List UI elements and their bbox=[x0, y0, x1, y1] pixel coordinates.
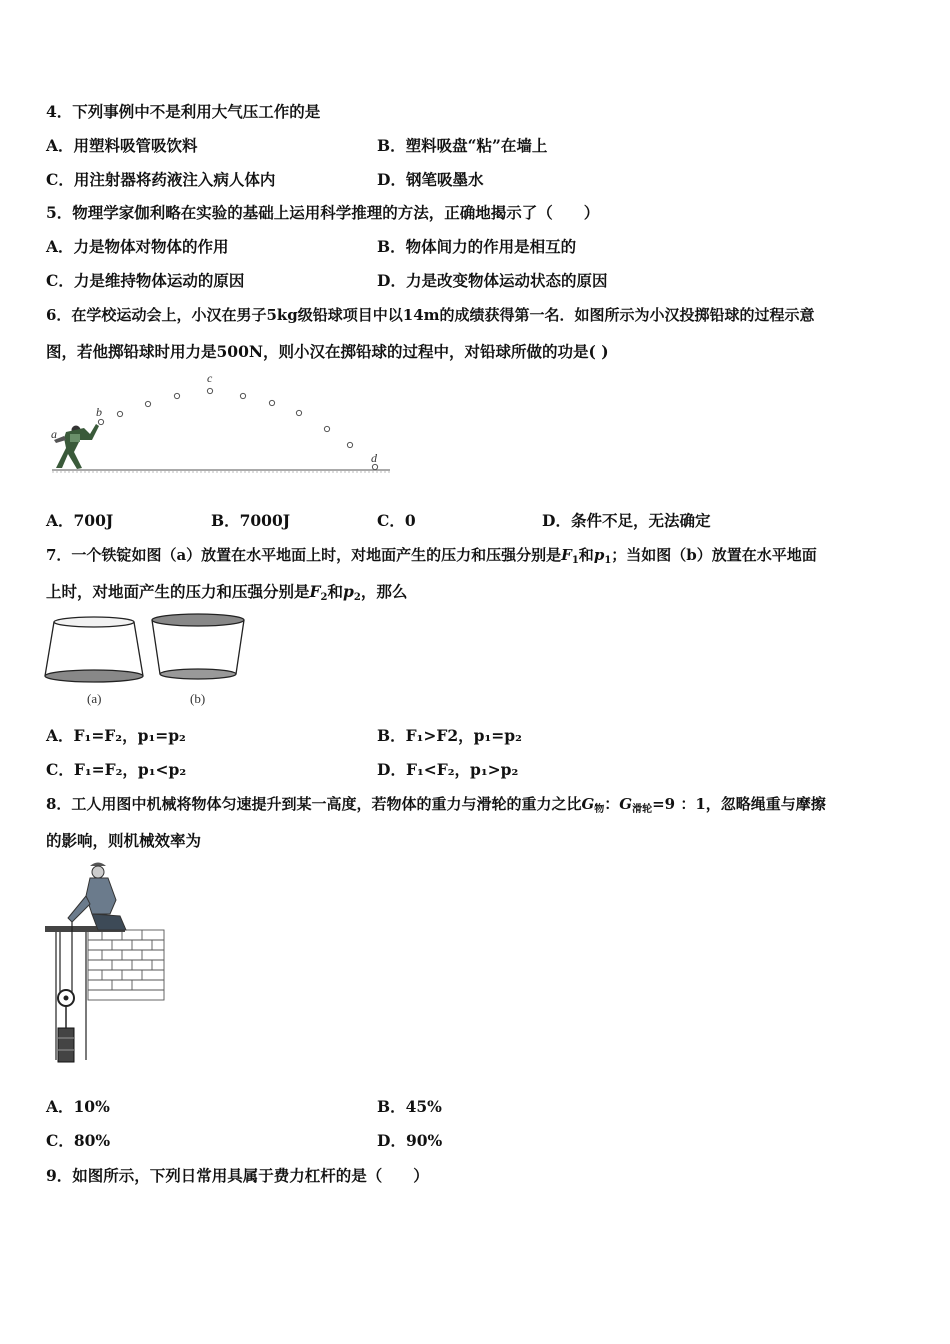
q6-option-b: B．7000J bbox=[211, 511, 291, 530]
q7-option-c: C．F₁=F₂，p₁<p₂ bbox=[46, 760, 187, 779]
q7-option-d: D．F₁<F₂，p₁>p₂ bbox=[377, 760, 519, 779]
q5-stem: 5．物理学家伽利略在实验的基础上运用科学推理的方法，正确地揭示了（ ） bbox=[46, 203, 600, 222]
label-d: d bbox=[371, 451, 377, 465]
ball-point bbox=[117, 411, 122, 416]
q7-option-a: A．F₁=F₂，p₁=p₂ bbox=[46, 726, 186, 745]
ball-point bbox=[174, 393, 179, 398]
brick-wall bbox=[88, 930, 164, 1000]
pulley-icon bbox=[58, 990, 74, 1022]
q6-option-c: C．0 bbox=[377, 511, 416, 530]
q7-stem-line1: 7．一个铁锭如图（a）放置在水平地面上时，对地面产生的压力和压强分别是$F_1$和$p_1$；当如图（b）放置在水平地面 bbox=[46, 546, 817, 566]
q4-option-b: B．塑料吸盘“粘”在墙上 bbox=[377, 136, 548, 155]
q8-stem-line1: 8．工人用图中机械将物体匀速提升到某一高度，若物体的重力与滑轮的重力之比$G_物$：$G_{滑轮}=9$ ：1，忽略绳重与摩擦 bbox=[46, 795, 826, 815]
q9-stem: 9．如图所示，下列日常用具属于费力杠杆的是（ ） bbox=[46, 1166, 429, 1185]
q8-option-b: B．45% bbox=[377, 1097, 442, 1116]
q6-option-d: D．条件不足，无法确定 bbox=[542, 511, 711, 530]
athlete-icon bbox=[54, 424, 99, 469]
q4-stem: 4．下列事例中不是利用大气压工作的是 bbox=[46, 102, 321, 121]
ball-point bbox=[296, 410, 301, 415]
ingot-b bbox=[152, 614, 244, 679]
ball-point bbox=[324, 426, 329, 431]
ball-point bbox=[207, 388, 212, 393]
label-a: a bbox=[51, 427, 57, 441]
worker-pulley-figure bbox=[42, 860, 170, 1068]
q5-option-d: D．力是改变物体运动状态的原因 bbox=[377, 271, 608, 290]
q5-option-b: B．物体间力的作用是相互的 bbox=[377, 237, 577, 256]
ball-point bbox=[240, 393, 245, 398]
q8-stem-line2: 的影响，则机械效率为 bbox=[46, 831, 202, 850]
q6-stem-line2: 图，若他掷铅球时用力是500N，则小汉在掷铅球的过程中，对铅球所做的功是( ) bbox=[46, 342, 609, 361]
worker-icon bbox=[68, 863, 126, 931]
trajectory-points bbox=[98, 388, 377, 469]
ball-point bbox=[269, 400, 274, 405]
ball-point bbox=[145, 401, 150, 406]
label-c: c bbox=[207, 371, 213, 385]
shot-put-trajectory-figure bbox=[44, 370, 394, 478]
ingot-a bbox=[45, 617, 143, 682]
q8-option-d: D．90% bbox=[377, 1131, 443, 1150]
q4-option-c: C．用注射器将药液注入病人体内 bbox=[46, 170, 276, 189]
q6-option-a: A．700J bbox=[46, 511, 114, 530]
ball-point bbox=[372, 464, 377, 469]
q7-stem-line2: 上时，对地面产生的压力和压强分别是$F_2$和$p_2$，那么 bbox=[46, 582, 408, 603]
caption-b: (b) bbox=[190, 691, 206, 706]
q5-option-a: A．力是物体对物体的作用 bbox=[46, 237, 229, 256]
q6-stem-line1: 6．在学校运动会上，小汉在男子5kg级铅球项目中以14m的成绩获得第一名．如图所示为小汉投掷铅球的过程示意 bbox=[46, 306, 815, 324]
ball-point bbox=[347, 442, 352, 447]
q7-option-b: B．F₁>F2，p₁=p₂ bbox=[377, 726, 522, 745]
ball-point bbox=[98, 419, 103, 424]
q8-option-a: A．10% bbox=[46, 1097, 110, 1116]
q8-option-c: C．80% bbox=[46, 1131, 111, 1150]
iron-ingot-figure bbox=[42, 610, 252, 710]
q5-option-c: C．力是维持物体运动的原因 bbox=[46, 271, 245, 290]
label-b: b bbox=[96, 405, 102, 419]
q4-option-a: A．用塑料吸管吸饮料 bbox=[46, 136, 198, 155]
load-weight-icon bbox=[58, 1022, 74, 1062]
caption-a: (a) bbox=[87, 691, 102, 706]
q4-option-d: D．钢笔吸墨水 bbox=[377, 170, 484, 189]
